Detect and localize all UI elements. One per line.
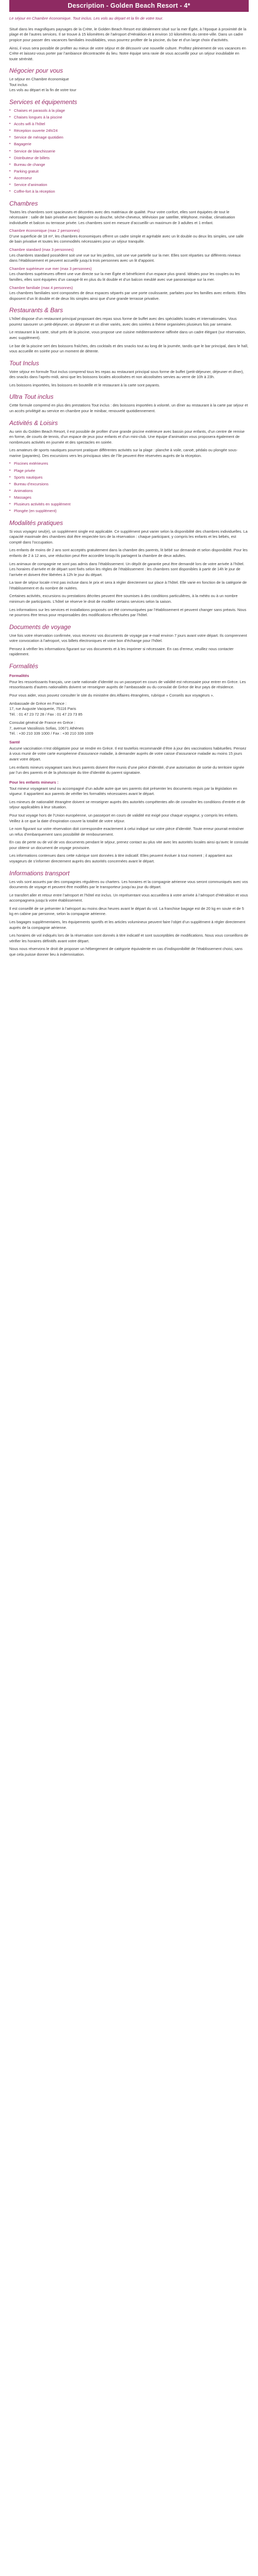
bullet-icon: • (9, 162, 11, 166)
room-type-name: Chambre standard (max 3 personnes) (9, 247, 74, 252)
why-line: Les vols au départ et la fin de votre tour (9, 88, 76, 93)
bullet-icon: • (9, 129, 11, 133)
list-item: • Plongée (en supplément) (9, 509, 57, 514)
list-item: • Parking gratuit (9, 168, 39, 174)
bullet-icon: • (9, 115, 11, 120)
docs-heading: Documents de voyage (9, 623, 71, 631)
allinc-paragraph: Les boissons importées, les boissons en bouteille et le restaurant à la carte sont payants. (9, 382, 160, 387)
health-paragraph: Aucune vaccination n’est obligatoire pour se rendre en Grèce. Il est toutefois recommandé d’être à jour des vaccinations habituelles. Pensez à vous munir de votre carte européenne d’assurance maladie, à demander auprès de votre caisse d’assurance maladie au moins 15 jours avant votre départ. (9, 745, 247, 762)
room-type-desc: D’une superficie de 18 m², les chambres économiques offrent un cadre simple et agréable avec un lit double ou deux lits simples, une salle de bain privative et toutes les commodités nécessaires pour un séjour tranquille. (9, 233, 244, 244)
transport-paragraph: Les bagages supplémentaires, les équipements sportifs et les articles volumineux peuvent faire l’objet d’un supplément à régler directement auprès de la compagnie aérienne. (9, 920, 246, 930)
ultra-paragraph: Cette formule comprend en plus des prestations Tout inclus : des boissons importées à volonté, un dîner au restaurant à la carte par séjour et un accès privilégié au service en chambre pour le minibar, renouvelé quotidiennement. (9, 403, 248, 414)
embassy-address (9, 701, 249, 718)
list-item: • Piscines extérieures (9, 461, 49, 466)
details-paragraph: Les mineurs de nationalité étrangère doivent se renseigner auprès des autorités compétentes afin de connaître les conditions d’entrée et de séjour applicables à leur situation. (9, 799, 246, 810)
bullet-icon: • (9, 502, 11, 506)
room-type-desc: Les chambres standard possèdent soit une vue sur les jardins, soit une vue partielle sur la mer. Elles sont réparties sur différents niveaux dans l’établissement et peuvent accueillir jusqu’à trois personnes avec un lit d’appoint. (9, 252, 241, 263)
bullet-icon: • (9, 156, 11, 160)
list-item: • Plusieurs activités en supplément (9, 501, 71, 506)
formalities-section (9, 663, 249, 776)
terms-heading: Modalités pratiques (9, 519, 63, 527)
transport-paragraph: Il est conseillé de se présenter à l’aéroport au moins deux heures avant le départ du vol. La franchise bagage est de 20 kg en soute et de 5 kg en cabine par personne, selon la compagnie aérienne. (9, 906, 244, 917)
transport-paragraph: Nous nous réservons le droit de proposer un hébergement de catégorie équivalente en cas d’indisponibilité de l’établissement choisi, sans que cela puisse donner lieu à indemnisation. (9, 946, 243, 957)
room-type-name: Chambre familiale (max 4 personnes) (9, 285, 73, 290)
details-paragraph: En cas de perte ou de vol de vos documents pendant le séjour, prenez contact au plus vite avec les autorités locales ainsi qu’avec le consulat pour obtenir un document de voyage provisoire. (9, 840, 249, 850)
dining-paragraph: L’hôtel dispose d’un restaurant principal proposant des repas sous forme de buffet avec des spécialités locales et internationales. Vous pourrez savourer un petit-déjeuner, un déjeuner et un dîner variés, avec des soirées à thème organisées plusieurs fois par semaine. (9, 316, 237, 327)
bullet-icon: • (9, 169, 11, 173)
embassy-line: Tél. : 01 47 23 72 28 / Fax : 01 47 23 73 85 (9, 711, 83, 717)
list-item: • Accès wifi à l’hôtel (9, 122, 45, 127)
terms-paragraph: Les animaux de compagnie ne sont pas admis dans l’établissement. Un dépôt de garantie peut être demandé lors de votre arrivée à l’hôtel. Les horaires d’arrivée et de départ sont fixés selon les règles de l’établissement : les chambres sont disponibles à partir de 14h le jour de l’arrivée et doivent être libérées à 12h le jour du départ. (9, 561, 245, 577)
activities-paragraph: Au sein du Golden Beach Resort, il est possible de profiter d’une grande piscine extérieure avec bassin pour enfants, d’un centre de remise en forme, de courts de tennis, d’un espace de jeux pour enfants et d’un mini-club. Une équipe d’animation vous proposera également de nombreuses activités en journée et des spectacles en soirée. (9, 429, 245, 445)
room-type-name: Chambre économique (max 2 personnes) (9, 228, 80, 233)
bullet-icon: • (9, 482, 11, 486)
intro-paragraph: Situé dans les magnifiques paysages de la Crète, le Golden Beach Resort est idéalement situé sur la mer Égée, à l’époque à proximité de la plage et de l’autres services. Il se trouve à 15 kilomètres de l’aéroport d’Héraklion et à environ 10 kilomètres du centre-ville. Dans un cadre propice pour passer des vacances familiales inoubliables, vous pourrez profiter de la piscine, du bar et d’un large choix d’activités. (9, 26, 247, 42)
allinc-heading: Tout Inclus (9, 359, 39, 367)
list-item: • Chaises longues à la piscine (9, 115, 62, 120)
bullet-icon: • (9, 142, 11, 146)
health-heading: Santé (9, 740, 20, 745)
formalities-heading: Formalités (9, 663, 39, 670)
details-section (9, 780, 249, 865)
list-item: • Sports nautiques (9, 474, 43, 480)
transport-paragraph: Le transfert aller et retour entre l’aéroport et l’hôtel est inclus. Un représentant vous accueillera à votre arrivée à l’aéroport d’Héraklion et vous accompagnera jusqu’à votre établissement. (9, 892, 248, 903)
page (0, 0, 258, 969)
services-list (9, 108, 249, 195)
consulate-address (9, 720, 249, 737)
room-type-desc: Les chambres supérieures offrent une vue directe sur la mer Égée et bénéficient d’un espace plus grand. Idéales pour les couples ou les familles, elles sont équipées d’un canapé-lit en plus du lit double et d’un balcon meublé avec vue panoramique sur la mer. (9, 272, 240, 282)
terms-paragraph: Les informations sur les services et installations proposés ont été communiquées par l’établissement et peuvent changer sans préavis. Nous ne pourrons être tenus pour responsables des modifications effectuées par l’hôtel. (9, 607, 247, 618)
dining-section (9, 307, 249, 354)
why-line: Le séjour en Chambre économique (9, 77, 69, 82)
ultra-heading: Ultra Tout inclus (9, 393, 54, 401)
transport-heading: Informations transport (9, 869, 70, 877)
list-item: • Chaises et parasols à la plage (9, 108, 66, 113)
bullet-icon: • (9, 189, 11, 193)
bullet-icon: • (9, 462, 11, 466)
terms-paragraph: Les enfants de moins de 2 ans sont acceptés gratuitement dans la chambre des parents, lit bébé sur demande et selon disponibilité. Pour les enfants de 2 à 12 ans, une réduction peut être accordée lorsqu’ils partagent la chambre de deux adultes. (9, 548, 248, 558)
transport-paragraph: Les horaires de vol indiqués lors de la réservation sont donnés à titre indicatif et sont susceptibles de modifications. Nous vous conseillons de vérifier les horaires définitifs avant votre départ. (9, 933, 248, 943)
list-item: • Service de ménage quotidien (9, 135, 63, 140)
list-item: • Bagagerie (9, 142, 31, 147)
bullet-icon: • (9, 488, 11, 493)
activities-list (9, 461, 249, 514)
rooms-intro: Toutes les chambres sont spacieuses et décorées avec des matériaux de qualité. Pour votre confort, elles sont équipées de tout le nécessaire : salle de bain privative avec baignoire ou douche, sèche-cheveux, télévision par satellite, téléphone, minibar, climatisation individuelle et balcon ou terrasse privée. Les chambres sont en mesure d’accueillir un maximum de 3 adultes et 1 enfant. (9, 209, 235, 225)
terms-section (9, 519, 249, 618)
formalities-paragraph: Pour les ressortissants français, une carte nationale d’identité ou un passeport en cours de validité est nécessaire pour entrer en Grèce. Les ressortissants d’autres nationalités doivent se renseigner auprès de l’ambassade ou du consulat de Grèce de leur pays de résidence. (9, 679, 246, 690)
docs-paragraph: Une fois votre réservation confirmée, vous recevrez vos documents de voyage par e-mail environ 7 jours avant votre départ. Ils comprennent votre convocation à l’aéroport, vos billets électroniques et votre bon d’échange pour l’hôtel. (9, 633, 247, 643)
list-item: • Distributeur de billets (9, 155, 50, 160)
bullet-icon: • (9, 509, 11, 513)
details-heading: Pour les enfants mineurs : (9, 779, 59, 785)
why-section (9, 67, 249, 93)
list-item: • Service d’animation (9, 182, 47, 187)
bullet-icon: • (9, 109, 11, 113)
transport-section (9, 870, 249, 958)
dining-heading: Restaurants & Bars (9, 307, 63, 314)
docs-paragraph: Pensez à vérifier les informations figurant sur vos documents et à les imprimer si nécessaire. En cas d’erreur, veuillez nous contacter rapidement. (9, 646, 234, 657)
consulate-line: 7, avenue Vassilissis Sofias, 10671 Athènes (9, 725, 84, 731)
bullet-icon: • (9, 135, 11, 140)
bullet-icon: • (9, 475, 11, 479)
ultra-section (9, 393, 249, 414)
formalities-subheading: Formalités (9, 673, 29, 679)
list-item: • Animations (9, 488, 33, 493)
bullet-icon: • (9, 182, 11, 187)
bullet-icon: • (9, 495, 11, 499)
list-item: • Plage privée (9, 468, 36, 473)
services-heading: Services et équipements (9, 98, 77, 106)
transport-paragraph: Les vols sont assurés par des compagnies régulières ou charters. Les horaires et la compagnie aérienne vous seront communiqués avec vos documents de voyage et peuvent être modifiés par le transporteur jusqu’au jour du départ. (9, 879, 248, 890)
terms-paragraph: Si vous voyagez seul(e), un supplément single est applicable. Ce supplément peut varier selon la disponibilité des chambres individuelles. La capacité maximale des chambres doit être respectée lors de la réservation : chaque participant, y compris les enfants et les bébés, est compté dans l’occupation. (9, 529, 248, 545)
rooms-section (9, 200, 249, 302)
why-heading: Négocier pour vous (9, 67, 63, 75)
bullet-icon: • (9, 468, 11, 472)
services-section (9, 98, 249, 195)
details-paragraph: Tout mineur voyageant seul ou accompagné d’un adulte autre que ses parents doit présenter les documents requis par la législation en vigueur. Il appartient aux parents de vérifier les formalités nécessaires avant le départ. (9, 786, 237, 796)
bullet-icon: • (9, 176, 11, 180)
embassy-intro: Ambassade de Grèce en France : (9, 701, 67, 706)
list-item: • Bureau d’excursions (9, 481, 49, 486)
tagline: Le séjour en Chambre économique. Tout inclus. Les vols au départ et la fin de votre tour. (9, 16, 164, 21)
bullet-icon: • (9, 122, 11, 126)
dining-paragraph: Le restaurant à la carte, situé près de la piscine, vous propose une cuisine méditerranéenne raffinée dans un cadre élégant (sur réservation, avec supplément). (9, 330, 246, 340)
consulate-line: Tél. : +30 210 339 1000 / Fax : +30 210 339 1009 (9, 731, 93, 736)
why-line: Tout inclus (9, 82, 27, 87)
activities-section (9, 419, 249, 514)
activities-heading: Activités & Loisirs (9, 419, 58, 427)
terms-paragraph: La taxe de séjour locale n’est pas incluse dans le prix et sera à régler directement sur place à l’hôtel. Elle varie en fonction de la catégorie de l’établissement et du nombre de nuitées. (9, 580, 247, 590)
docs-section (9, 623, 249, 657)
activities-paragraph: Les amateurs de sports nautiques pourront pratiquer différentes activités sur la plage : planche à voile, canoë, pédalo ou plongée sous-marine (payantes). Des excursions vers les principaux sites de l’île peuvent être réservées auprès de la réception. (9, 448, 238, 458)
room-type-desc: Les chambres familiales sont composées de deux espaces séparés par une porte coulissante, parfaites pour les familles avec enfants. Elles disposent d’un lit double et de deux lits simples ainsi que d’une grande terrasse privative. (9, 291, 246, 301)
dining-paragraph: Le bar de la piscine sert des boissons fraîches, des cocktails et des snacks tout au long de la journée, tandis que le bar principal, dans le hall, vous accueille en soirée pour un moment de détente. (9, 343, 249, 354)
allinc-paragraph: Votre séjour en formule Tout inclus comprend tous les repas au restaurant principal sous forme de buffet (petit-déjeuner, déjeuner et dîner), des snacks dans l’après-midi, ainsi que les boissons locales alcoolisées et non alcoolisées servies au verre de 10h à 23h. (9, 369, 244, 380)
list-item: • Coffre-fort à la réception (9, 189, 55, 194)
allinc-section (9, 360, 249, 388)
details-paragraph: Pour tout voyage hors de l’Union européenne, un passeport en cours de validité est exigé pour chaque voyageur, y compris les enfants. Veillez à ce que la date d’expiration couvre la totalité de votre séjour. (9, 812, 238, 823)
bullet-icon: • (9, 149, 11, 153)
formalities-paragraph: Pour vous aider, vous pouvez consulter le site du ministère des Affaires étrangères, rubrique « Conseils aux voyageurs ». (9, 693, 214, 698)
consulate-intro: Consulat général de France en Grèce : (9, 720, 75, 725)
list-item: • Service de blanchisserie (9, 148, 56, 154)
embassy-line: 17, rue Auguste Vacquerie, 75116 Paris (9, 706, 76, 711)
details-paragraph: Le nom figurant sur votre réservation doit correspondre exactement à celui indiqué sur votre pièce d’identité. Toute erreur pourrait entraîner un refus d’embarquement sans possibilité de remboursement. (9, 826, 244, 837)
list-item: • Massages (9, 495, 31, 500)
page-title: Description - Golden Beach Resort - 4* (9, 0, 249, 12)
list-item: • Bureau de change (9, 162, 45, 167)
terms-paragraph: Certaines activités, excursions ou prestations décrites peuvent être soumises à des conditions particulières, à la météo ou à un nombre minimum de participants. L’hôtel se réserve le droit de modifier certains services selon la saison. (9, 594, 238, 604)
rooms-heading: Chambres (9, 199, 38, 207)
intro-paragraph: Ainsi, il vous sera possible de profiter au mieux de votre séjour et de découvrir une nouvelle culture. Profitez pleinement de vos vacances en Crète et laissez-vous porter par l’ambiance décontractée du lieu. Notre équipe sera ravie de vous accueillir pour un séjour inoubliable en toute sérénité. (9, 45, 246, 61)
list-item: • Ascenseur (9, 175, 32, 180)
list-item: • Réception ouverte 24h/24 (9, 128, 58, 133)
details-paragraph: Les informations contenues dans cette rubrique sont données à titre indicatif. Elles peuvent évoluer à tout moment ; il appartient aux voyageurs de s’informer directement auprès des autorités concernées avant le départ. (9, 853, 233, 863)
intro-section (9, 27, 249, 62)
room-type-name: Chambre supérieure vue mer (max 3 personnes) (9, 266, 92, 271)
health-paragraph: Les enfants mineurs voyageant sans leurs parents doivent être munis d’une pièce d’identité, d’une autorisation de sortie du territoire signée par l’un des parents et de la photocopie du titre d’identité du parent signataire. (9, 765, 245, 775)
